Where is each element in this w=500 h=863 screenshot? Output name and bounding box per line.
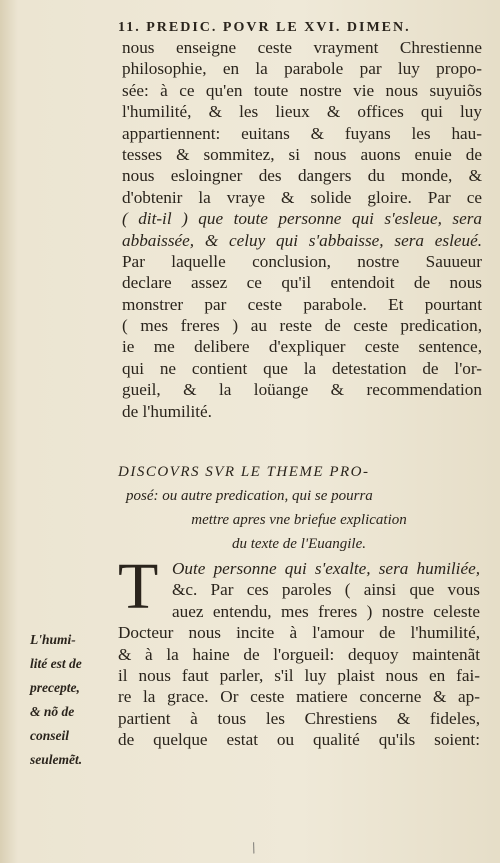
text-line: qui ne contient que la detestation de l'or- [122, 358, 482, 378]
text-line: ( mes freres ) au reste de ceste predication, [122, 316, 482, 336]
text-line: philosophie, en la parabole par luy propo- [122, 59, 482, 79]
margin-line: & nõ de [30, 704, 75, 719]
section-title [118, 460, 480, 556]
text-line: declare assez ce qu'il entendoit de nous [122, 273, 482, 293]
section-title-line: DISCOVRS SVR LE THEME PRO- [118, 464, 370, 480]
text-line: &c. Par ces paroles ( ainsi que vous [172, 580, 480, 600]
margin-line: seulemẽt. [30, 752, 83, 767]
section-title-line: posé: ou autre predication, qui se pourra [126, 488, 373, 504]
margin-line: conseil [30, 728, 69, 743]
paragraph-2 [118, 550, 480, 751]
text-line: nous esloingner des dangers du monde, & [122, 166, 482, 186]
text-line-italic: ( dit-il ) que toute personne qui s'esleue, sera [122, 209, 482, 229]
text-line: sée: à ce qu'en toute nostre vie nous suyuiõs [122, 80, 482, 100]
text-line: re la grace. Or ceste matiere concerne & ap- [118, 687, 480, 707]
text-line: partient à tous les Chrestiens & fideles, [118, 708, 480, 728]
section-title-line: mettre apres vne briefue explication [191, 512, 407, 528]
margin-line: lité est de [30, 656, 82, 671]
text-line: nous enseigne ceste vrayment Chrestienne [122, 38, 482, 57]
text-line: & à la haine de l'orgueil: dequoy maintenãt [118, 644, 480, 664]
text-line-italic: abbaissée, & celuy qui s'abbaisse, sera esleué. [122, 230, 482, 250]
footer-mark: / [249, 839, 260, 858]
marginal-note [30, 628, 115, 772]
text-line: Par laquelle conclusion, nostre Sauueur [122, 251, 482, 271]
text-line: tesses & sommitez, si nous auons enuie de [122, 144, 482, 164]
text-line: il nous faut parler, s'il luy plaist nous en fai- [118, 665, 480, 685]
text-line: d'obtenir la vraye & solide gloire. Par ce [122, 187, 482, 207]
text-line: l'humilité, & les lieux & offices qui luy [122, 102, 482, 122]
running-head: 11. PREDIC. POVR LE XVI. DIMEN. [118, 20, 411, 35]
text-line: appartiennent: euitans & fuyans les hau- [122, 123, 482, 143]
section-title-line: du texte de l'Euangile. [232, 536, 366, 552]
text-line: de quelque estat ou qualité qu'ils soient: [118, 730, 480, 750]
text-line-italic: Oute personne qui s'exalte, sera humiliée, [172, 559, 480, 578]
text-line: de l'humilité. [122, 401, 212, 421]
text-line: ie me delibere d'expliquer ceste sentence, [122, 337, 482, 357]
text-line: auez entendu, mes freres ) nostre celeste [172, 601, 480, 621]
margin-line: L'humi- [30, 632, 76, 647]
drop-cap: T [118, 550, 159, 623]
text-line: gueil, & la loüange & recommendation [122, 380, 482, 400]
text-line: Docteur nous incite à l'amour de l'humilité, [118, 623, 480, 643]
margin-line: precepte, [30, 680, 80, 695]
text-line: monstrer par ceste parabole. Et pourtant [122, 294, 482, 314]
paragraph-1 [122, 37, 482, 422]
